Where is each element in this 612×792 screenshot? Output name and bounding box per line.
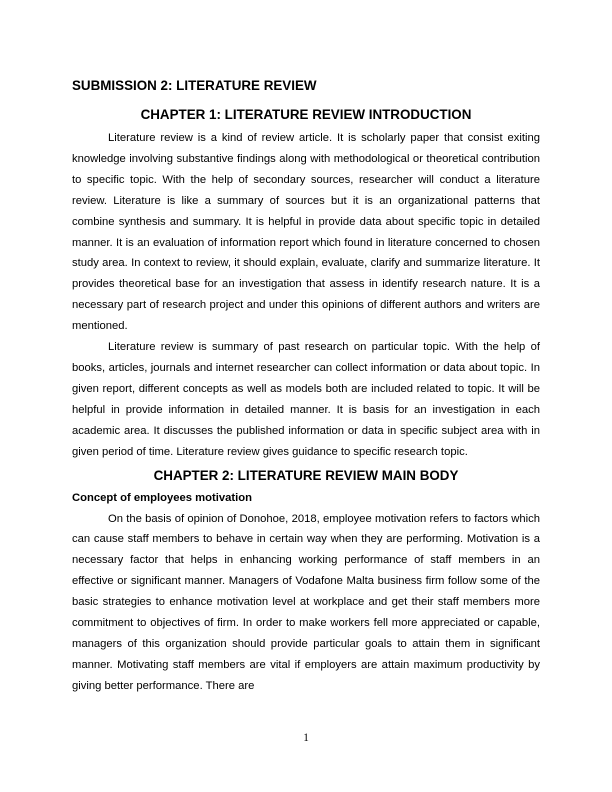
submission-title: SUBMISSION 2: LITERATURE REVIEW — [72, 78, 317, 93]
chapter-1-paragraph-2: Literature review is summary of past research on particular topic. With the help of books, articles, journals and internet researcher can collect information or data about topic. In given report, different concepts as well as models both are included related to topic. It will be helpful in provide information in detailed manner. It is basis for an investigation in each academic area. It discusses the published information or data in specific subject area with in given period of time. Literature review gives guidance to specific research topic. — [72, 341, 540, 458]
section-subheading: Concept of employees motivation — [72, 491, 253, 504]
page-number: 1 — [303, 732, 309, 744]
chapter-1-paragraph-1: Literature review is a kind of review article. It is scholarly paper that consist exiting knowledge involving substantive findings along with methodological or theoretical contribution to specific topic. With the help of secondary sources, researcher will conduct a literature review. Literature is like a summary of sources but it is an organizational patterns that combine synthesis and summary. It is helpful in provide data about specific topic in detailed manner. It is an evaluation of information report which found in literature concerned to chosen study area. In context to review, it should explain, evaluate, clarify and summarize literature. It provides theoretical base for an investigation that assess in identify research nature. It is a necessary part of research project and under this opinions of different authors and writers are mentioned. — [72, 132, 540, 333]
chapter-2-paragraph-1: On the basis of opinion of Donohoe, 2018, employee motivation refers to factors which can cause staff members to behave in certain way when they are performing. Motivation is a necessary factor that helps in enhancing working performance of staff members in an effective or significant manner. Managers of Vodafone Malta business firm follow some of the basic strategies to enhance motivation level at workplace and get their staff members more commitment to objectives of firm. In order to make workers fell more appreciated or capable, managers of this organization should provide particular goals to attain them in significant manner. Motivating staff members are vital if employers are attain maximum productivity by giving better performance. There are — [72, 512, 540, 692]
chapter-2-heading: CHAPTER 2: LITERATURE REVIEW MAIN BODY — [153, 467, 459, 483]
chapter-1-heading: CHAPTER 1: LITERATURE REVIEW INTRODUCTION — [140, 107, 472, 122]
page-content — [72, 76, 540, 697]
